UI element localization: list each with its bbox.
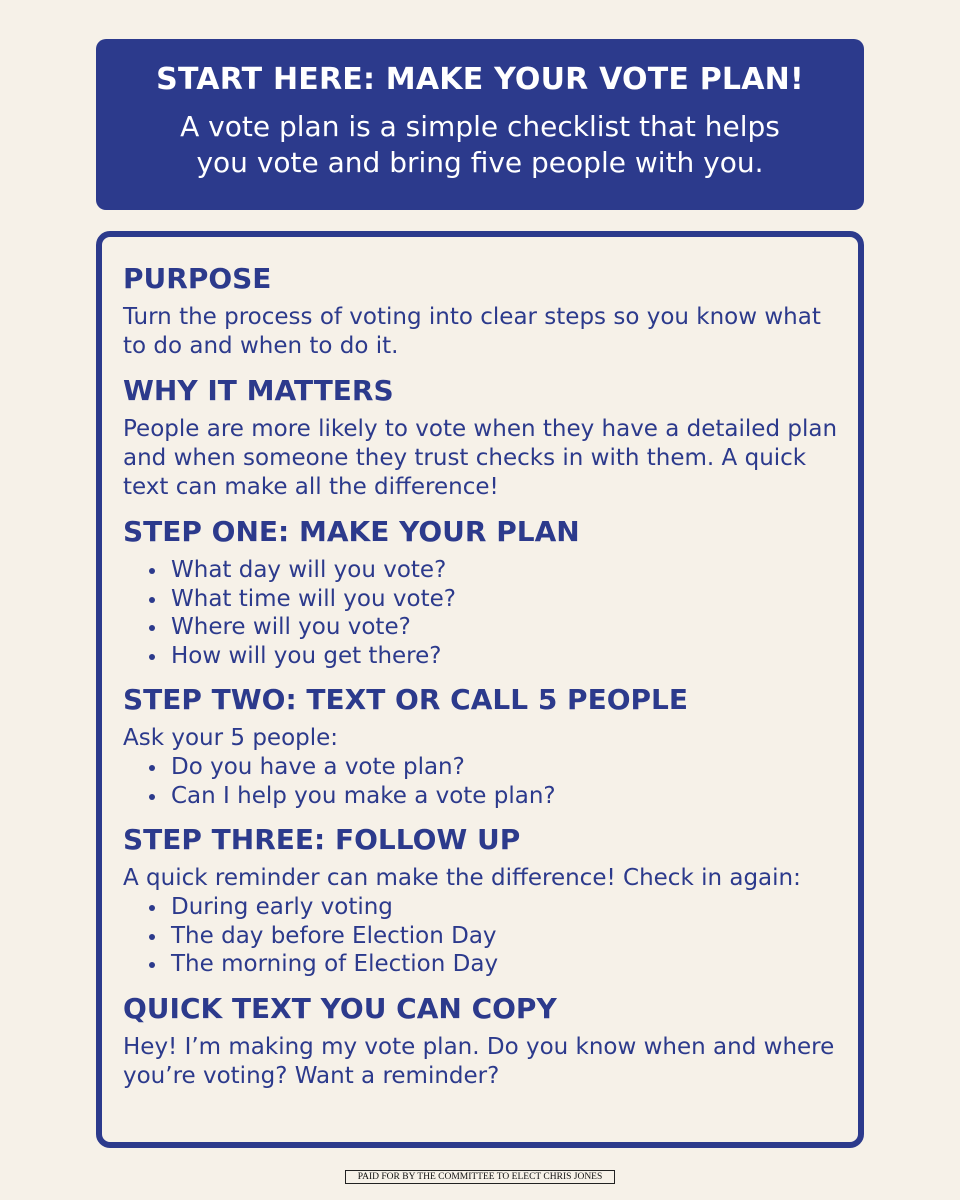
section-body-quick-text: Hey! I’m making my vote plan. Do you know when and where you’re voting? Want a reminder? bbox=[123, 1033, 835, 1089]
step-two-intro: Ask your 5 people: bbox=[123, 725, 339, 751]
step-three-list bbox=[123, 893, 838, 979]
step-one-list bbox=[123, 556, 838, 670]
section-heading-why-it-matters: WHY IT MATTERS bbox=[123, 374, 394, 407]
list-item: What day will you vote? bbox=[149, 556, 838, 585]
section-step-one bbox=[123, 514, 838, 670]
section-why-it-matters bbox=[123, 373, 838, 502]
list-item: The day before Election Day bbox=[149, 922, 838, 951]
list-item: What time will you vote? bbox=[149, 585, 838, 614]
section-heading-step-one: STEP ONE: MAKE YOUR PLAN bbox=[123, 515, 580, 548]
section-quick-text bbox=[123, 991, 838, 1091]
section-heading-step-three: STEP THREE: FOLLOW UP bbox=[123, 823, 521, 856]
header-banner bbox=[96, 39, 864, 210]
list-item: During early voting bbox=[149, 893, 838, 922]
step-two-list bbox=[123, 753, 838, 810]
section-heading-step-two: STEP TWO: TEXT OR CALL 5 PEOPLE bbox=[123, 683, 688, 716]
page-title: START HERE: MAKE YOUR VOTE PLAN! bbox=[156, 62, 804, 97]
section-step-two bbox=[123, 682, 838, 810]
section-step-three bbox=[123, 822, 838, 979]
section-heading-purpose: PURPOSE bbox=[123, 262, 272, 295]
list-item: How will you get there? bbox=[149, 642, 838, 671]
section-purpose bbox=[123, 261, 838, 361]
list-item: Can I help you make a vote plan? bbox=[149, 782, 838, 811]
list-item: The morning of Election Day bbox=[149, 950, 838, 979]
section-body-why-it-matters: People are more likely to vote when they have a detailed plan and when someone they trust checks in with them. A quick text can make all the difference! bbox=[123, 416, 838, 500]
section-body-purpose: Turn the process of voting into clear steps so you know what to do and when to do it. bbox=[123, 304, 821, 359]
list-item: Where will you vote? bbox=[149, 613, 838, 642]
checklist-panel bbox=[96, 231, 864, 1148]
page-subtitle: A vote plan is a simple checklist that helps you vote and bring five people with you. bbox=[180, 110, 780, 179]
list-item: Do you have a vote plan? bbox=[149, 753, 838, 782]
paid-for-disclaimer: PAID FOR BY THE COMMITTEE TO ELECT CHRIS JONES bbox=[345, 1170, 615, 1184]
step-three-intro: A quick reminder can make the difference! Check in again: bbox=[123, 865, 801, 891]
section-heading-quick-text: QUICK TEXT YOU CAN COPY bbox=[123, 991, 557, 1025]
